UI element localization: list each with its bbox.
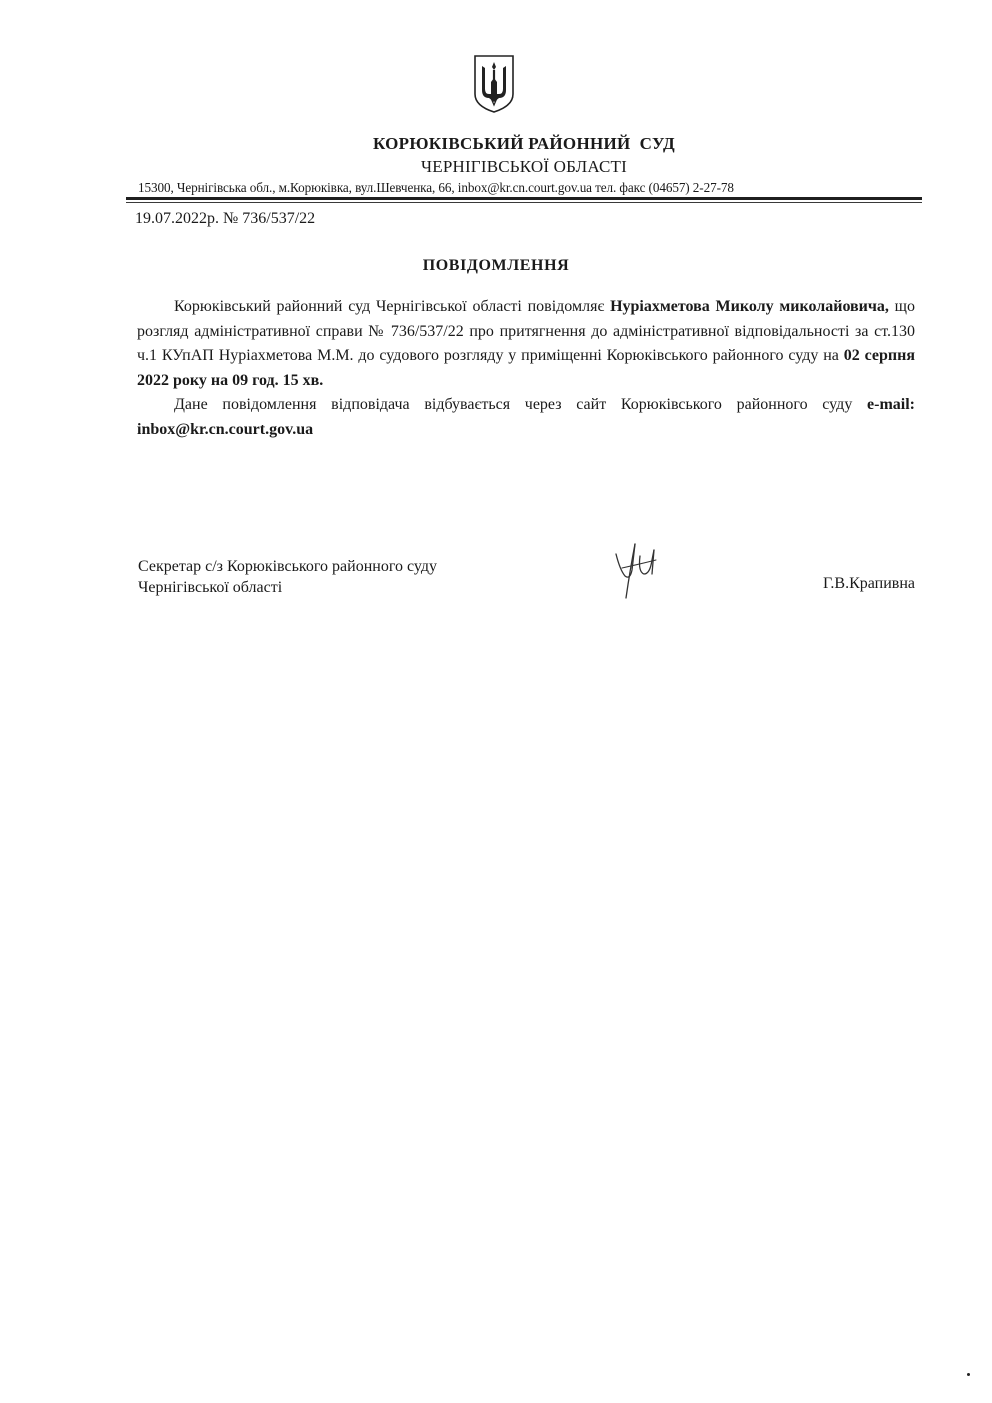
scan-artifact: [967, 1373, 970, 1376]
delivery-text: Дане повідомлення відповідача відбувається через сайт Корюківського районного суду: [174, 396, 868, 413]
ukraine-trident-icon: [472, 54, 516, 114]
header-divider-thick: [126, 197, 922, 200]
addressee-name: Нуріахметова Миколу миколайовича,: [610, 298, 889, 315]
court-address: 15300, Чернігівська обл., м.Корюківка, вул.Шевченка, 66, inbox@kr.cn.court.gov.ua тел. факс (04657) 2-27-78: [138, 180, 734, 195]
notice-paragraph: [137, 295, 915, 393]
case-description: що розгляд адміністративної справи № 736/537/22 про притягнення до адміністративної відповідальності за ст.130 ч.1 КУпАП Нуріахметова М.М. до судового розгляду у приміщенні Корюківського районного суду на: [137, 298, 915, 364]
handwritten-signature-icon: [610, 540, 664, 602]
notice-intro: Корюківський районний суд Чернігівської області повідомляє: [174, 298, 611, 315]
signer-position-line2: Чернігівської області: [138, 579, 283, 596]
document-body: [137, 295, 915, 442]
delivery-paragraph: [137, 393, 915, 442]
signer-name: Г.В.Крапивна: [822, 575, 915, 592]
header-divider-thin: [126, 202, 922, 203]
signer-position-line1: Секретар с/з Корюківського районного суду: [138, 558, 438, 575]
hearing-datetime: 02 серпня 2022 року на 09 год. 15 хв.: [137, 347, 916, 389]
court-email: e-mail: inbox@kr.cn.court.gov.ua: [137, 396, 915, 438]
court-region: ЧЕРНІГІВСЬКОЇ ОБЛАСТІ: [420, 157, 628, 176]
signer-position: [138, 556, 437, 598]
court-name: КОРЮКІВСЬКИЙ РАЙОННИЙ СУД: [372, 134, 676, 153]
document-title: ПОВІДОМЛЕННЯ: [422, 257, 570, 274]
document-reference: 19.07.2022р. № 736/537/22: [135, 210, 316, 227]
